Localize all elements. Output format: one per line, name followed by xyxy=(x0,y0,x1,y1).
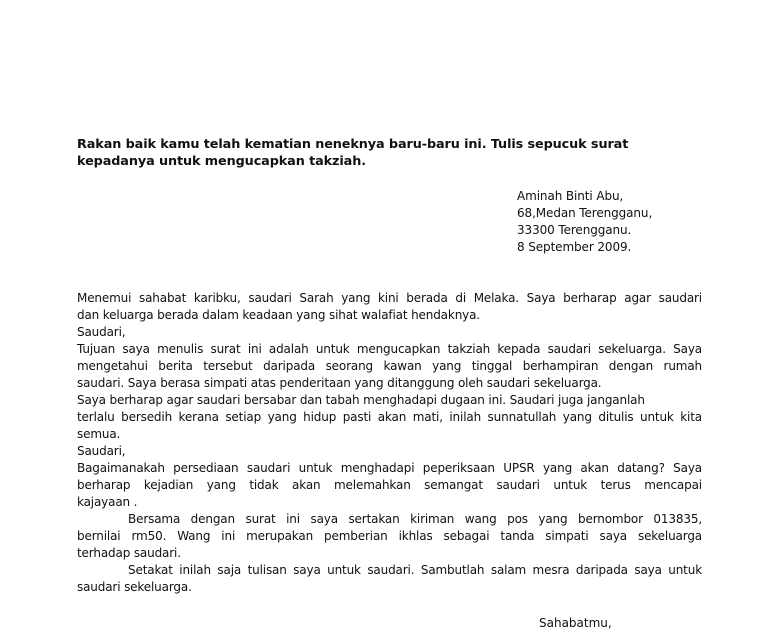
paragraph-line: Saya berharap agar saudari bersabar dan tabah menghadapi dugaan ini. Saudari juga janganlah xyxy=(77,393,645,407)
sender-name: Aminah Binti Abu, xyxy=(517,189,624,203)
paragraph-line: bernilai rm50. Wang ini merupakan pemberian ikhlas sebagai tanda simpati saya sekeluarga xyxy=(77,529,702,543)
letter-body xyxy=(77,290,702,596)
paragraph-line: Menemui sahabat karibku, saudari Sarah yang kini berada di Melaka. Saya berharap agar saudari xyxy=(77,291,702,305)
paragraph-line: dan keluarga berada dalam keadaan yang sihat walafiat hendaknya. xyxy=(77,308,480,322)
letter-date: 8 September 2009. xyxy=(517,240,632,254)
sender-street: 68,Medan Terengganu, xyxy=(517,206,653,220)
paragraph-line: saudari. Saya berasa simpati atas penderitaan yang ditanggung oleh saudari sekeluarga. xyxy=(77,376,602,390)
prompt-line-1: Rakan baik kamu telah kematian neneknya baru-baru ini. Tulis sepucuk surat xyxy=(77,137,629,152)
paragraph-line: terlalu bersedih kerana setiap yang hidup pasti akan mati, inilah sunnatullah yang ditulis untuk kita xyxy=(77,410,702,424)
salutation: Saudari, xyxy=(77,325,126,339)
closing-signoff: Sahabatmu, xyxy=(539,616,612,630)
paragraph-line: Setakat inilah saja tulisan saya untuk saudari. Sambutlah salam mesra daripada saya untuk xyxy=(128,563,702,577)
paragraph-line: semua. xyxy=(77,427,121,441)
salutation: Saudari, xyxy=(77,444,126,458)
paragraph-line: Tujuan saya menulis surat ini adalah untuk mengucapkan takziah kepada saudari sekeluarga. Saya xyxy=(77,342,702,356)
paragraph-line: Bagaimanakah persediaan saudari untuk menghadapi peperiksaan UPSR yang akan datang? Saya xyxy=(77,461,702,475)
paragraph-line: saudari sekeluarga. xyxy=(77,580,192,594)
paragraph-line: terhadap saudari. xyxy=(77,546,181,560)
sender-city: 33300 Terengganu. xyxy=(517,223,632,237)
paragraph-line: mengetahui berita tersebut daripada seorang kawan yang tinggal berhampiran dengan rumah xyxy=(77,359,702,373)
question-prompt xyxy=(77,136,677,170)
paragraph-line: kajayaan . xyxy=(77,495,138,509)
prompt-line-2: kepadanya untuk mengucapkan takziah. xyxy=(77,154,366,169)
paragraph-line: Bersama dengan surat ini saya sertakan kiriman wang pos yang bernombor 013835, xyxy=(128,512,702,526)
sender-address xyxy=(517,188,652,256)
paragraph-line: berharap kejadian yang tidak akan melemahkan semangat saudari untuk terus mencapai xyxy=(77,478,702,492)
